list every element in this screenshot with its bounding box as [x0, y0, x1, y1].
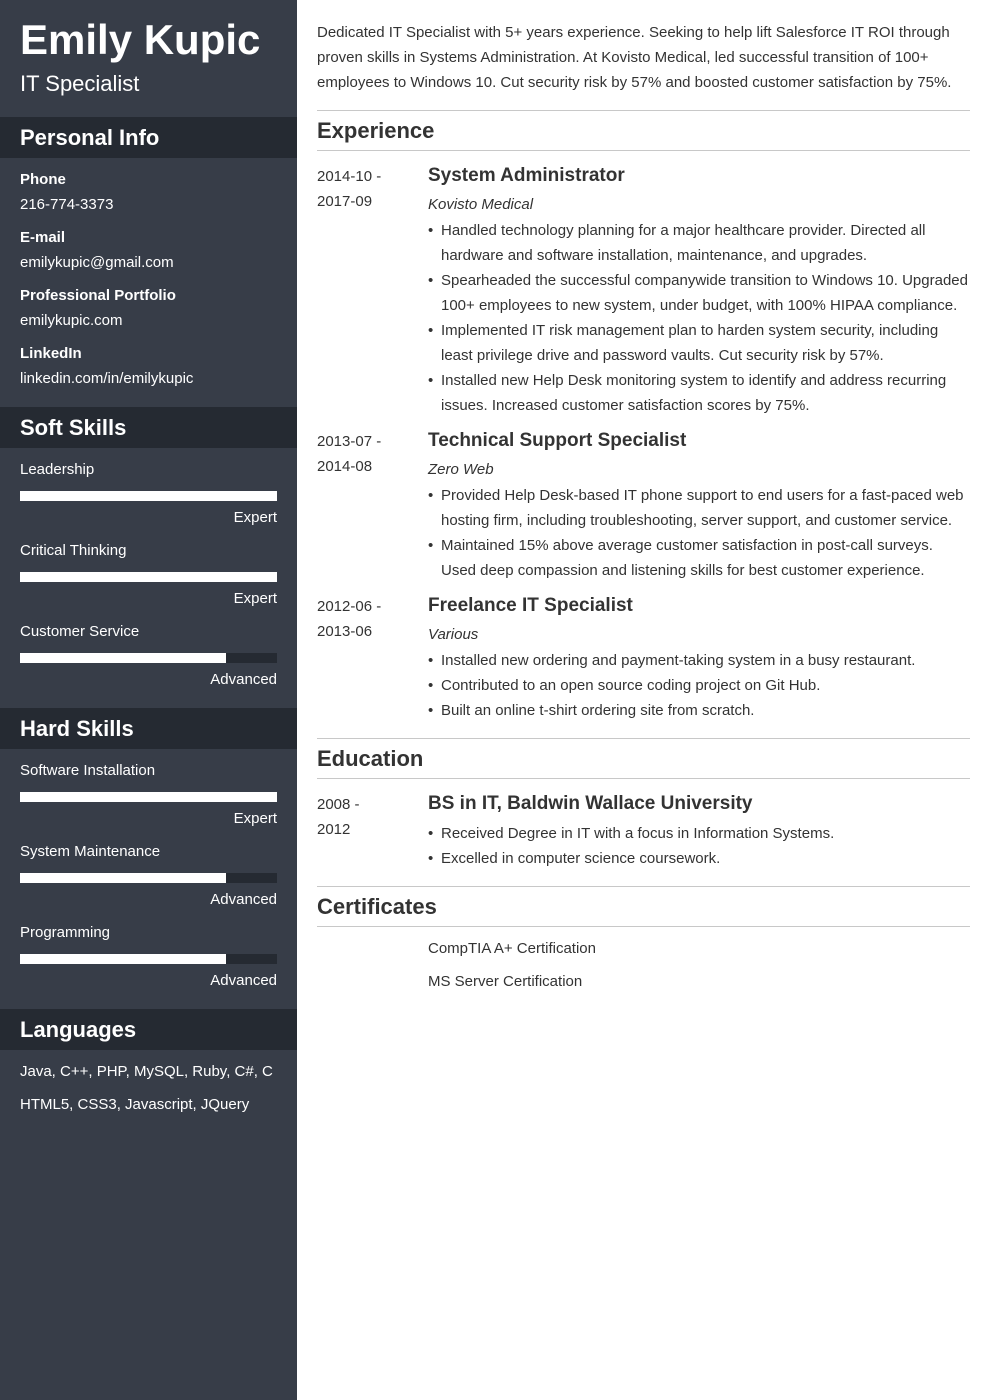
linkedin-label: LinkedIn: [20, 345, 82, 362]
skill-level: Advanced: [210, 891, 277, 908]
education-date-range: [317, 792, 417, 842]
education-bullet: • Excelled in computer science coursework.: [428, 846, 970, 871]
divider: [317, 110, 970, 111]
languages-line: HTML5, CSS3, Javascript, JQuery: [20, 1096, 250, 1113]
skill-bar: [20, 873, 277, 883]
personal-info-heading: Personal Info: [0, 117, 297, 158]
job-bullet: • Implemented IT risk management plan to harden system security, including least privilege drive and password vaults. Cut security risk by 57%.: [428, 318, 970, 368]
education-bullets: [428, 821, 970, 871]
education-date-start: 2008 -: [317, 796, 360, 813]
certificate-item: MS Server Certification: [428, 973, 583, 990]
job-date-range: [317, 429, 417, 479]
job-title: Freelance IT Specialist: [428, 595, 633, 616]
experience-heading: Experience: [317, 118, 435, 143]
job-date-range: [317, 594, 417, 644]
skill-bar: [20, 954, 277, 964]
divider: [317, 886, 970, 887]
skill-bar-fill: [20, 792, 277, 802]
languages-line: Java, C++, PHP, MySQL, Ruby, C#, C: [20, 1063, 273, 1080]
candidate-role: IT Specialist: [20, 71, 140, 96]
email-value[interactable]: emilykupic@gmail.com: [20, 254, 174, 271]
education-date-end: 2012: [317, 821, 351, 838]
certificates-heading: Certificates: [317, 894, 437, 919]
skill-bar-fill: [20, 491, 277, 501]
education-bullet: • Received Degree in IT with a focus in Information Systems.: [428, 821, 970, 846]
job-title: System Administrator: [428, 165, 625, 186]
job-bullets: [428, 218, 970, 418]
job-company: Various: [428, 626, 479, 643]
job-bullets: [428, 648, 970, 723]
summary-paragraph: Dedicated IT Specialist with 5+ years experience. Seeking to help lift Salesforce IT ROI through proven skills in Systems Administration. At Kovisto Medical, led successful transition of 100+ employees to Windows 10. Cut security risk by 57% and boosted customer satisfaction by 75%.: [317, 24, 952, 91]
portfolio-label: Professional Portfolio: [20, 287, 176, 304]
job-company: Kovisto Medical: [428, 196, 534, 213]
skill-bar: [20, 792, 277, 802]
skill-name: Critical Thinking: [20, 542, 127, 559]
skill-bar: [20, 572, 277, 582]
sidebar: [0, 0, 297, 1400]
divider: [317, 926, 970, 927]
job-date-end: 2013-06: [317, 623, 373, 640]
skill-level: Expert: [233, 590, 277, 607]
main-content: [317, 0, 970, 1400]
languages-heading: Languages: [0, 1009, 297, 1050]
job-bullet: • Handled technology planning for a major healthcare provider. Directed all hardware and software installation, maintenance, and upgrades.: [428, 218, 970, 268]
job-date-end: 2017-09: [317, 193, 373, 210]
skill-bar-fill: [20, 653, 226, 663]
skill-name: Customer Service: [20, 623, 140, 640]
job-bullet: • Maintained 15% above average customer satisfaction in post-call surveys. Used deep compassion and listening skills for best customer experience.: [428, 533, 970, 583]
skill-bar: [20, 491, 277, 501]
skill-level: Advanced: [210, 671, 277, 688]
skill-level: Expert: [233, 810, 277, 827]
skill-name: Software Installation: [20, 762, 156, 779]
job-date-start: 2014-10 -: [317, 168, 382, 185]
skill-bar-fill: [20, 572, 277, 582]
skill-bar-fill: [20, 954, 226, 964]
education-heading: Education: [317, 746, 424, 771]
education-degree: BS in IT, Baldwin Wallace University: [428, 793, 753, 814]
skill-name: System Maintenance: [20, 843, 161, 860]
job-bullet: • Provided Help Desk-based IT phone support to end users for a fast-paced web hosting firm, including troubleshooting, server support, and customer service.: [428, 483, 970, 533]
skill-level: Expert: [233, 509, 277, 526]
divider: [317, 150, 970, 151]
job-bullets: [428, 483, 970, 583]
phone-label: Phone: [20, 171, 66, 188]
phone-value: 216-774-3373: [20, 196, 114, 213]
skill-level: Advanced: [210, 972, 277, 989]
skill-name: Programming: [20, 924, 111, 941]
job-bullet: • Spearheaded the successful companywide transition to Windows 10. Upgraded 100+ employees to new system, under budget, with 100% HIPAA compliance.: [428, 268, 970, 318]
skill-bar: [20, 653, 277, 663]
job-company: Zero Web: [428, 461, 494, 478]
portfolio-value[interactable]: emilykupic.com: [20, 312, 123, 329]
job-date-range: [317, 164, 417, 214]
job-bullet: • Installed new ordering and payment-taking system in a busy restaurant.: [428, 648, 970, 673]
divider: [317, 778, 970, 779]
job-date-start: 2013-07 -: [317, 433, 382, 450]
skill-bar-fill: [20, 873, 226, 883]
job-bullet: • Built an online t-shirt ordering site from scratch.: [428, 698, 970, 723]
job-title: Technical Support Specialist: [428, 430, 687, 451]
job-bullet: • Installed new Help Desk monitoring system to identify and address recurring issues. Increased customer satisfaction scores by 75%.: [428, 368, 970, 418]
job-date-end: 2014-08: [317, 458, 373, 475]
certificate-item: CompTIA A+ Certification: [428, 940, 596, 957]
job-date-start: 2012-06 -: [317, 598, 382, 615]
soft-skills-heading: Soft Skills: [0, 407, 297, 448]
divider: [317, 738, 970, 739]
linkedin-value[interactable]: linkedin.com/in/emilykupic: [20, 370, 194, 387]
email-label: E-mail: [20, 229, 66, 246]
job-bullet: • Contributed to an open source coding project on Git Hub.: [428, 673, 970, 698]
skill-name: Leadership: [20, 461, 95, 478]
hard-skills-heading: Hard Skills: [0, 708, 297, 749]
candidate-name: Emily Kupic: [20, 16, 261, 63]
